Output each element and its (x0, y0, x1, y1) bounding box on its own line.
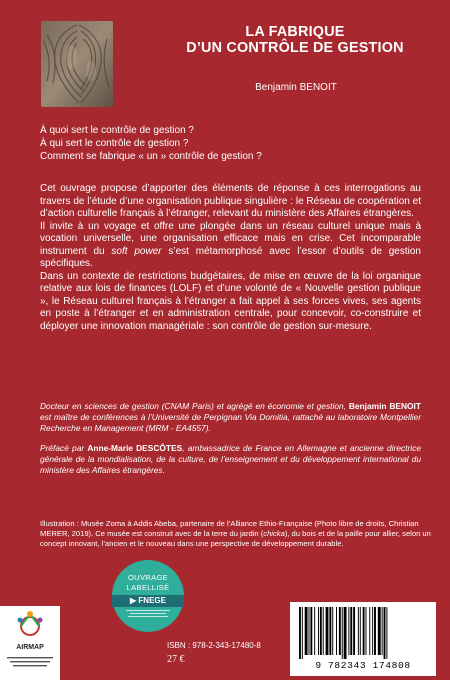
illustration-end: ), du bois et de la paille pour allier, selon un concept innovant, l’ancien et le nouveau dans une perspective de développement durable. (40, 529, 431, 548)
barcode-bar (314, 607, 315, 655)
barcode-bar (332, 607, 333, 655)
title-line-2: D’UN CONTRÔLE DE GESTION (186, 40, 404, 56)
question-3: Comment se fabrique « un » contrôle de gestion ? (40, 151, 262, 162)
barcode-bar (342, 607, 343, 659)
barcode-bar (339, 607, 341, 655)
badge-fine-print (126, 610, 170, 622)
barcode-bar (369, 607, 370, 655)
barcode (290, 602, 436, 676)
publisher-name: AIRMAP (16, 644, 44, 651)
questions-list (40, 124, 420, 163)
barcode-bar (326, 607, 329, 655)
barcode-bar (320, 607, 322, 655)
publisher-fine-print (5, 656, 55, 675)
barcode-bar (323, 607, 324, 655)
question-1: À quoi sert le contrôle de gestion ? (40, 125, 194, 136)
illustration-start: Illustration : Musée Zoma à Addis Abeba, partenaire de l’Alliance Ethio-Française (Photo libre de droits, Christian MERER, 2019). Ce musée est construit avec de la terre du jardin ( (40, 519, 419, 538)
barcode-bar (310, 607, 312, 655)
barcode-bar (299, 607, 301, 659)
isbn: ISBN : 978-2-343-17480-8 (167, 641, 261, 650)
author-bio (40, 401, 421, 486)
barcode-bar (302, 607, 303, 659)
book-title (160, 24, 430, 56)
summary-paragraph-3: Dans un contexte de restrictions budgétaires, de mise en œuvre de la loi organique relative aux lois de finances (LOLF) et d’une volonté de « Nouvelle gestion publique », le Réseau culturel français à l’étranger a fait appel à ses forces vives, ses agents en poste à l’étranger et en administration centrale, pour concevoir, co-construire et déployer une innovation managériale : son contrôle de gestion sur-mesure. (40, 270, 421, 332)
barcode-bar (358, 607, 359, 655)
barcode-bar (336, 607, 337, 655)
barcode-bar (350, 607, 352, 655)
bio-paragraph-1 (40, 401, 421, 433)
bio-paragraph-2 (40, 443, 421, 475)
barcode-bar (372, 607, 373, 655)
fnege-label-badge (112, 560, 184, 632)
barcode-bar (353, 607, 355, 655)
illustration-credit (40, 519, 432, 549)
summary-p2-start: Il invite à un voyage et offre une plongée dans un réseau culturel unique mais à vocation universelle, une organisation efficace mais en crise. Cet incomparable instrument du (40, 220, 421, 257)
barcode-bar (305, 607, 308, 655)
illustration-paragraph (40, 519, 432, 549)
illustration-emphasis: chicka (263, 529, 285, 538)
cover-photo (41, 21, 113, 107)
barcode-bar (363, 607, 365, 655)
bio-2-preface-author: Anne-Marie DESCÔTES (87, 443, 183, 454)
author-name: Benjamin BENOIT (255, 82, 337, 93)
barcode-bar (378, 607, 381, 655)
badge-brand-text: FNEGE (138, 596, 166, 605)
barcode-bar (360, 607, 361, 655)
play-icon: ▶ (130, 596, 139, 605)
title-line-1: LA FABRIQUE (245, 24, 345, 40)
bio-2-start: Préfacé par (40, 443, 88, 454)
bio-1-end: est maître de conférences à l’Université de Perpignan Via Domitia, rattaché au laboratoire Montpellier Recherche en Management (MRM - EA4557). (40, 411, 421, 433)
barcode-bar (348, 607, 349, 655)
summary-p2-end: s’est métamorphosé avec l’essor d’outils de gestion spécifiques. (40, 245, 421, 269)
bio-1-start: Docteur en sciences de gestion (CNAM Paris) et agrégé en économie et gestion, (40, 401, 349, 411)
bio-2-end: , ambassadrice de France en Allemagne et ancienne directrice générale de la mondialisation, de la culture, de l’enseignement et du développement international du ministère des Affaires étrangères. (40, 443, 421, 475)
publisher-text-lines (5, 656, 55, 674)
summary-paragraph-1: Cet ouvrage propose d’apporter des éléments de réponse à ces interrogations au travers de l’étude d’une organisation publique singulière : le Réseau de coopération et d’action culturelle français à l’étranger, relevant du ministère des Affaires étrangères. (40, 183, 421, 219)
barcode-bar (318, 607, 319, 655)
barcode-number: 9 782343 174808 (315, 660, 411, 671)
barcode-bar (382, 607, 383, 655)
barcode-bar (344, 607, 347, 659)
barcode-bar (386, 607, 387, 659)
barcode-bar (384, 607, 386, 659)
publisher-logo (0, 606, 60, 680)
badge-line-1: OUVRAGE (127, 573, 169, 582)
barcode-bar (329, 607, 331, 655)
summary-text (40, 183, 421, 333)
airmap-logo-icon (0, 606, 60, 642)
bio-1-author: Benjamin BENOIT (348, 401, 421, 411)
price: 27 € (167, 654, 185, 665)
badge-line-2: LABELLISÉ (126, 583, 170, 592)
barcode-bars (297, 607, 429, 659)
summary-p2-emphasis: soft power (111, 245, 162, 257)
summary-paragraph-2 (40, 221, 421, 271)
barcode-bar (374, 607, 376, 655)
question-2: À qui sert le contrôle de gestion ? (40, 138, 189, 149)
barcode-bar (366, 607, 367, 655)
museum-wall-image (41, 21, 113, 107)
badge-brand (112, 595, 184, 607)
fine-print-lines (126, 610, 170, 620)
barcode-bar (309, 607, 310, 655)
